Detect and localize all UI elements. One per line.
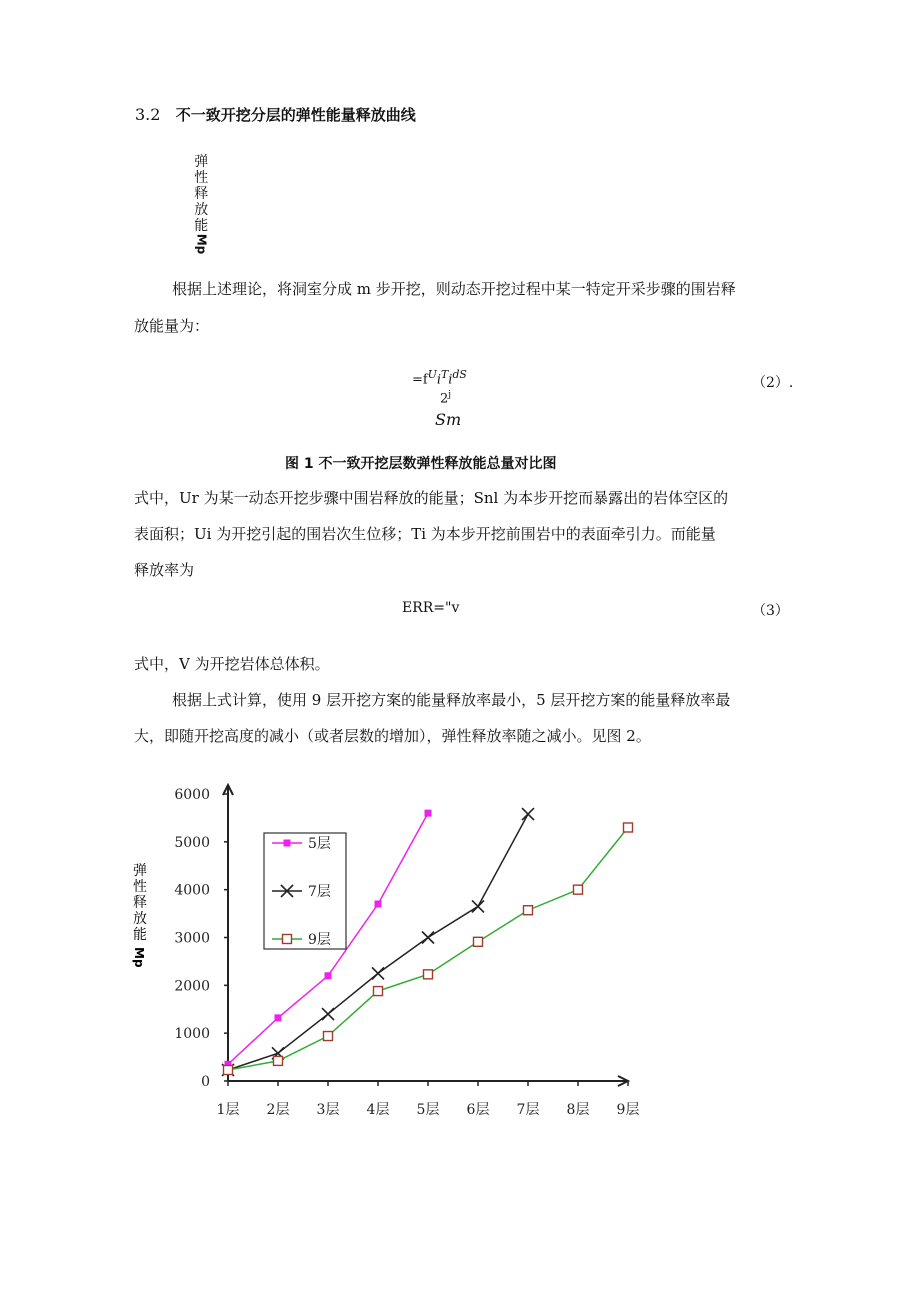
equation-3-number: （3） <box>752 603 789 619</box>
paragraph-2-line-1: 式中，Ur 为某一动态开挖步骤中围岩释放的能量；Snl 为本步开挖而暴露出的岩体空区的 <box>134 489 729 507</box>
data-point <box>574 885 583 894</box>
data-point <box>274 1056 283 1065</box>
data-point <box>624 823 633 832</box>
data-point <box>324 1032 333 1041</box>
paragraph-3: 式中，V 为开挖岩体总体积。 <box>134 655 330 673</box>
paragraph-2-line-3: 释放率为 <box>134 561 195 579</box>
eq2-sup: dS <box>452 368 467 381</box>
eq2-sub: i <box>436 372 442 388</box>
y-tick-label: 3000 <box>174 930 210 947</box>
section-number: 3.2 <box>135 105 161 124</box>
data-point <box>522 808 534 820</box>
section-title: 不一致开挖分层的弹性能量释放曲线 <box>175 106 416 124</box>
label-unit: Mp <box>194 233 209 255</box>
y-label-char: 性 <box>133 879 147 895</box>
x-tick-label: 1层 <box>216 1102 240 1118</box>
chart-y-axis-label <box>132 863 147 968</box>
data-point <box>524 906 533 915</box>
paragraph-4-line-1: 根据上式计算，使用 9 层开挖方案的能量释放率最小，5 层开挖方案的能量释放率最 <box>172 691 731 709</box>
label-char: 能 <box>194 218 209 234</box>
paragraph-2-line-2: 表面积；Ui 为开挖引起的围岩次生位移；Ti 为本步开挖前围岩中的表面牵引力。而能量 <box>134 525 716 543</box>
data-point <box>474 937 483 946</box>
paragraph-1-line-1: 根据上述理论，将洞室分成 m 步开挖，则动态开挖过程中某一特定开采步骤的围岩释 <box>172 280 736 298</box>
eq2-sup: T <box>441 368 449 381</box>
equation-2-sm: Sm <box>435 410 462 429</box>
y-label-unit: Mp <box>132 947 146 968</box>
eq2-main: =f <box>412 372 428 388</box>
x-tick-label: 8层 <box>566 1102 590 1118</box>
eq2-below-num: 2 <box>440 391 449 407</box>
paragraph-4-line-2: 大，即随开挖高度的减小（或者层数的增加），弹性释放率随之减小。见图 2。 <box>134 727 651 745</box>
data-point <box>224 1065 233 1074</box>
y-label-char: 放 <box>133 911 147 927</box>
y-tick-label: 6000 <box>174 787 210 803</box>
legend-label: 7层 <box>308 884 331 900</box>
data-point <box>372 967 384 979</box>
label-char: 弹 <box>194 154 209 170</box>
y-tick-label: 4000 <box>174 882 210 899</box>
data-point <box>472 900 484 912</box>
figure-1-caption: 图 1 不一致开挖层数弹性释放能总量对比图 <box>285 456 557 472</box>
eq2-sub: i <box>448 372 453 388</box>
data-point <box>375 901 382 908</box>
legend-marker <box>283 935 292 944</box>
y-tick-label: 0 <box>201 1074 210 1090</box>
eq2-below-sup: j <box>448 390 452 400</box>
y-label-char: 弹 <box>133 863 147 879</box>
y-tick-label: 1000 <box>174 1026 210 1043</box>
paragraph-1-line-2: 放能量为： <box>134 317 210 335</box>
y-label-char: 能 <box>133 927 147 943</box>
eq2-sup: U <box>427 368 437 381</box>
x-tick-label: 9层 <box>616 1102 640 1118</box>
label-char: 释 <box>194 186 209 202</box>
x-tick-label: 7层 <box>516 1102 540 1118</box>
x-tick-label: 4层 <box>366 1102 390 1118</box>
data-point <box>424 970 433 979</box>
x-tick-label: 2层 <box>266 1102 290 1118</box>
data-point <box>322 1008 334 1020</box>
x-tick-label: 3层 <box>316 1102 340 1118</box>
legend-label: 5层 <box>308 836 331 852</box>
equation-3: ERR="v <box>402 600 460 616</box>
x-tick-label: 5层 <box>416 1102 440 1118</box>
y-tick-label: 2000 <box>174 978 210 995</box>
x-tick-label: 6层 <box>466 1102 490 1118</box>
data-point <box>325 972 332 979</box>
label-char: 放 <box>194 202 209 218</box>
data-point <box>425 810 432 817</box>
data-point <box>374 987 383 996</box>
data-point <box>275 1014 282 1021</box>
equation-2-number: （2）. <box>752 375 794 391</box>
legend-label: 9层 <box>308 932 331 948</box>
legend-marker <box>284 840 291 847</box>
data-point <box>422 932 434 944</box>
label-char: 性 <box>194 170 209 186</box>
y-tick-label: 5000 <box>174 834 210 851</box>
y-label-char: 释 <box>133 895 147 911</box>
